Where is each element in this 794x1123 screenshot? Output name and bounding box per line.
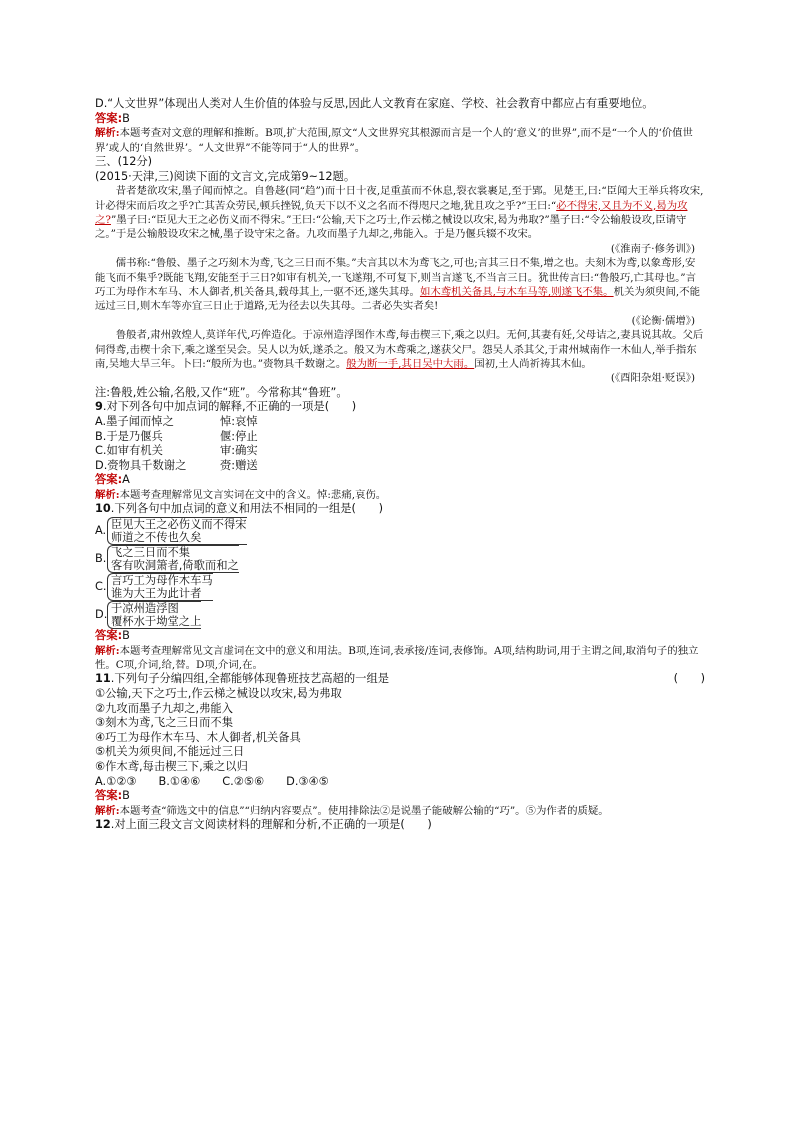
analysis-label: 解析: (95, 644, 120, 657)
option-gloss: 偃:停止 (220, 429, 258, 443)
option-line: 覆杯水于坳堂之上 (111, 615, 202, 629)
option-label: C. (95, 579, 107, 593)
passage-1-text-b: ”墨子曰:“臣见大王之必伤义而不得宋。”王曰:“公输,天下之巧士,作云梯之械设以攻宋,曷为弗取?”墨子曰:“令公输般设攻,臣请守之。”于是公输般设攻宋之械,墨子设守宋之备。九攻而墨子九却之,弗能入。于是乃偃兵辍不攻宋。 (95, 214, 687, 241)
passage-2-underline: 如木鸢机关备具,与木车马等,则遂飞不集。 (419, 286, 614, 299)
analysis-label: 解析: (95, 489, 120, 502)
q9-option[interactable] (95, 459, 705, 474)
q11-choices (95, 775, 705, 790)
section-heading: 三、(12分) (95, 155, 153, 168)
analysis-block (95, 126, 705, 155)
question-number: 12 (95, 818, 111, 832)
passage-1 (95, 184, 705, 242)
passage-3 (95, 328, 705, 371)
q11-item: ②九攻而墨子九却之,弗能入 (95, 701, 233, 715)
answer-value: B (122, 111, 130, 125)
analysis-text: 本题考查对文意的理解和推断。B项,扩大范围,原文“人文世界究其根源而言是一个人的‘意义’的世界”,而不是“一个人的‘价值世界’或人的‘自然世界’。“人文世界”不能等同于“人的世界”。 (95, 127, 693, 154)
option-line: 于凉州造浮图 (111, 602, 179, 616)
passage-1-source: (《淮南子·修务训》) (610, 242, 695, 255)
q11-item: ③刻木为鸢,飞之三日而不集 (95, 716, 233, 730)
option-text: B.于是乃偃兵 (95, 429, 163, 443)
option-text: C.如审有机关 (95, 444, 163, 458)
question-stem: .对上面三段文言文阅读材料的理解和分析,不正确的一项是( ) (110, 818, 432, 832)
section-intro: (2015·天津,三)阅读下面的文言文,完成第9~12题。 (95, 169, 356, 183)
passage-3-source: (《酉阳杂俎·贬误》) (610, 372, 695, 385)
analysis-text: 本题考查理解常见文言实词在文中的含义。悼:悲痛,哀伤。 (119, 489, 387, 502)
passage-2-text-a: 儒书称:“鲁般、墨子之巧刻木为鸢,飞之三日而不集。”夫言其以木为鸢飞之,可也;言其三日不集,增之也。夫刻木为鸢,以象鸢形,安能飞而不集乎?既能飞翔,安能至于三日?如审有机关,一飞遂翔,不可复下,则当言遂飞,不当言三日。犹世传言曰:“鲁般巧,亡其母也。”言巧工为母作木车马、木人御者,机关备具,载母其上,一驱不还,遂失其母。 (95, 257, 696, 299)
option-text: A.墨子闻而悼之 (95, 415, 174, 429)
passage-3-text-a: 鲁般者,肃州敦煌人,莫详年代,巧侔造化。于凉州造浮图作木鸢,每击楔三下,乘之以归。无何,其妻有妊,父母诘之,妻具说其故。父后伺得鸢,击楔十余下,乘之遂至吴会。吴人以为妖,遂杀之。般又为木鸢乘之,遂获父尸。怨吴人杀其父,于肃州城南作一木仙人,举手指东南,吴地大旱三年。卜曰:“般所为也。”赍物具千数谢之。 (95, 329, 704, 371)
q10-option[interactable] (95, 545, 705, 573)
option-bracket (107, 517, 247, 545)
q11-item: ⑥作木鸢,每击楔三下,乘之以归 (95, 760, 248, 773)
passage-2-text-b: 机关为须臾间,不能远过三日,则木车等亦宜三日止于道路,无为径去以失其母。二者必失实者矣! (95, 286, 701, 313)
answer-line (95, 473, 705, 488)
q10-option[interactable] (95, 573, 705, 601)
option-line: 飞之三日而不集 (111, 546, 191, 560)
q11-item: ①公输,天下之巧士,作云梯之械设以攻宋,曷为弗取 (95, 687, 342, 701)
option-text: D.赍物具千数谢之 (95, 458, 187, 472)
passage-1-underline: 必不得宋,又且为不义,曷为攻之? (95, 199, 688, 226)
option-line: 言巧工为母作木车马 (111, 574, 213, 588)
q11-item: ④巧工为母作木车马、木人御者,机关备具 (95, 730, 301, 744)
answer-line (95, 789, 705, 804)
choice[interactable]: D.③④⑤ (286, 774, 329, 788)
option-line: 臣见大王之必伤义而不得宋 (111, 518, 247, 532)
option-label: B. (95, 551, 107, 565)
answer-paren: ( ) (673, 672, 705, 686)
analysis-block (95, 644, 705, 673)
answer-value: B (122, 629, 130, 643)
option-bracket (107, 545, 239, 573)
answer-value: B (122, 789, 130, 803)
passage-2-source: (《论衡·儒增》) (631, 314, 695, 327)
option-label: A. (95, 523, 107, 537)
answer-label: 答案: (95, 111, 123, 125)
analysis-text: 本题考查理解常见文言虚词在文中的意义和用法。B项,连词,表承接/连词,表修饰。A项,结构助词,用于主谓之间,取消句子的独立性。C项,介词,给,替。D项,介词,在。 (95, 644, 699, 672)
question-stem: .对下列各句中加点词的解释,不正确的一项是( ) (102, 400, 357, 414)
q9-option[interactable] (95, 415, 705, 430)
analysis-text: 本题考查“筛选文中的信息”“归纳内容要点”。使用排除法②是说墨子能破解公输的“巧”。⑤为作者的质疑。 (119, 804, 609, 817)
question-stem: .下列各句中加点词的意义和用法不相同的一组是( ) (110, 502, 383, 516)
answer-label: 答案: (95, 473, 123, 487)
choice[interactable]: A.①②③ (95, 774, 137, 788)
q10-option[interactable] (95, 517, 705, 545)
question-10 (95, 502, 705, 517)
option-line: 师道之不传也久矣 (111, 531, 202, 545)
passage-2 (95, 256, 705, 314)
analysis-label: 解析: (95, 804, 120, 817)
analysis-block (95, 488, 705, 502)
choice[interactable]: B.①④⑥ (158, 774, 201, 788)
question-11 (95, 672, 705, 687)
option-line: 谁为大王为此计者 (111, 587, 202, 601)
passage-3-underline: 般为断一手,其日吴中大雨。 (346, 358, 475, 371)
q10-option[interactable] (95, 601, 705, 629)
option-gloss: 审:确实 (220, 444, 258, 458)
question-9 (95, 400, 705, 415)
option-line: 客有吹洞箫者,倚歌而和之 (111, 559, 239, 573)
question-number: 10 (95, 502, 111, 516)
q9-option[interactable] (95, 444, 705, 459)
option-gloss: 赍:赠送 (220, 458, 258, 472)
option-d: D.“人文世界”体现出人类对人生价值的体验与反思,因此人文教育在家庭、学校、社会教育中都应占有重要地位。 (95, 97, 654, 110)
answer-label: 答案: (95, 789, 123, 803)
question-number: 11 (95, 672, 111, 686)
q11-item: ⑤机关为须臾间,不能远过三日 (95, 745, 245, 759)
option-gloss: 悼:哀悼 (220, 415, 258, 429)
choice[interactable]: C.②⑤⑥ (222, 774, 265, 788)
analysis-label: 解析: (95, 127, 120, 140)
q9-option[interactable] (95, 430, 705, 445)
question-stem: .下列句子分编四组,全都能够体现鲁班技艺高超的一组是 (110, 672, 390, 686)
answer-line (95, 112, 705, 127)
option-bracket (107, 601, 201, 629)
note: 注:鲁般,姓公输,名般,又作“班”。今常称其“鲁班”。 (95, 385, 348, 399)
passage-3-text-b: 国初,土人尚祈祷其木仙。 (474, 358, 592, 371)
option-label: D. (95, 607, 108, 621)
passage-1-text-a: 昔者楚欲攻宋,墨子闻而悼之。自鲁趍(同“趋”)而十日十夜,足重茧而不休息,裂衣裳裹足,至于郢。见楚王,曰:“臣闻大王举兵将攻宋,计必得宋而后攻之乎?亡其苦众劳民,顿兵挫锐,负天下以不义之名而不得咫尺之地,犹且攻之乎?”王曰:“ (95, 185, 704, 212)
question-number: 9 (95, 400, 103, 414)
answer-line (95, 629, 705, 644)
answer-value: A (122, 473, 130, 487)
answer-label: 答案: (95, 629, 123, 643)
option-bracket (107, 573, 213, 601)
question-12 (95, 818, 705, 833)
document-page (95, 97, 705, 833)
analysis-block (95, 804, 705, 818)
